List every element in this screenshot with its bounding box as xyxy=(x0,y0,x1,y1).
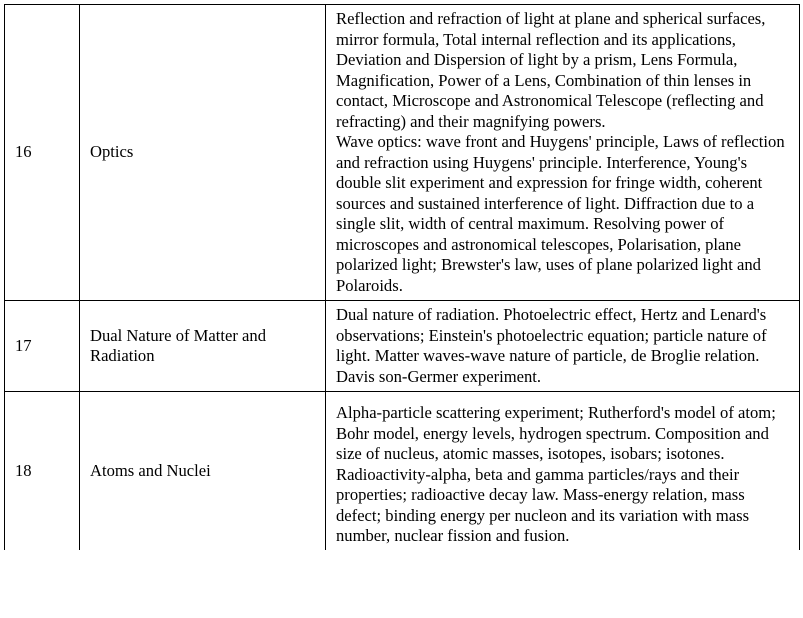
unit-title: Dual Nature of Matter and Radiation xyxy=(80,301,326,392)
unit-topics xyxy=(326,392,800,550)
table-row xyxy=(5,301,800,392)
unit-title: Optics xyxy=(80,5,326,301)
unit-topics xyxy=(326,301,800,392)
topics-paragraph: Dual nature of radiation. Photoelectric effect, Hertz and Lenard's observations; Einstein's photoelectric equation; particle nature of light. Matter waves-wave nature of particle, de Broglie relation. Davis son-Germer experiment. xyxy=(336,305,767,386)
syllabus-table xyxy=(4,4,800,550)
topics-paragraph: Alpha-particle scattering experiment; Rutherford's model of atom; Bohr model, energy levels, hydrogen spectrum. Composition and size of nucleus, atomic masses, isotopes, isobars; isotones. Radioactivity-alpha, beta and gamma particles/rays and their properties; radioactive decay law. Mass-energy relation, mass defect; binding energy per nucleon and its variation with mass number, nuclear fission and fusion. xyxy=(336,403,776,545)
table-row xyxy=(5,5,800,301)
unit-number: 16 xyxy=(5,5,80,301)
unit-number: 17 xyxy=(5,301,80,392)
table-row xyxy=(5,392,800,550)
topics-paragraph: Reflection and refraction of light at plane and spherical surfaces, mirror formula, Total internal reflection and its applications, Deviation and Dispersion of light by a prism, Lens Formula, Magnification, Power of a Lens, Combination of thin lenses in contact, Microscope and Astronomical Telescope (reflecting and refracting) and their magnifying powers. xyxy=(336,9,766,131)
unit-number: 18 xyxy=(5,392,80,550)
unit-title: Atoms and Nuclei xyxy=(80,392,326,550)
unit-topics xyxy=(326,5,800,301)
topics-paragraph: Wave optics: wave front and Huygens' principle, Laws of reflection and refraction using Huygens' principle. Interference, Young's double slit experiment and expression for fringe width, coherent sources and sustained interference of light. Diffraction due to a single slit, width of central maximum. Resolving power of microscopes and astronomical telescopes, Polarisation, plane polarized light; Brewster's law, uses of plane polarized light and Polaroids. xyxy=(336,132,785,295)
